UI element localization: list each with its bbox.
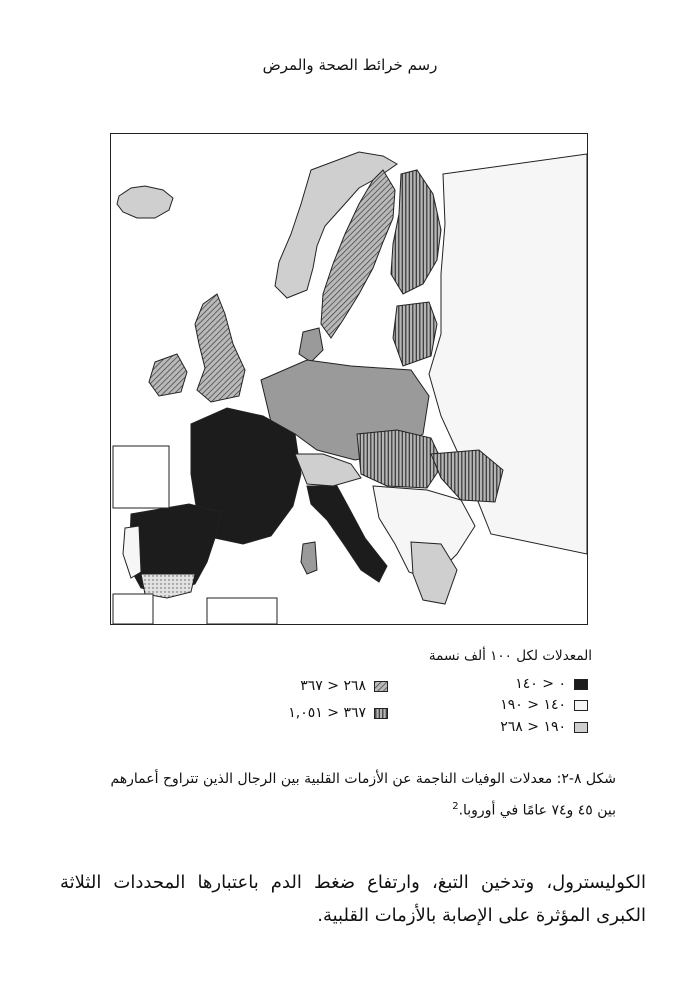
legend-label: ٣٦٧ < ١,٠٥١ [288, 705, 366, 721]
region-ireland [149, 354, 187, 396]
caption-text: شكل ٨-٢: معدلات الوفيات الناجمة عن الأزمات القلبية بين الرجال الذين تتراوح أعمارهم بين ٤٥ و٧٤ عامًا في أوروبا. [110, 771, 616, 819]
legend-swatch-solid-black [574, 679, 588, 690]
region-uk [195, 294, 245, 402]
legend-label: ٠ < ١٤٠ [515, 676, 566, 692]
legend-item-5 [288, 705, 388, 721]
legend-swatch-white [574, 700, 588, 711]
legend-title: المعدلات لكل ١٠٠ ألف نسمة [428, 648, 592, 664]
legend-swatch-vertical [374, 708, 388, 719]
region-iceland [117, 186, 173, 218]
region-central-east [357, 430, 443, 488]
region-finland [391, 170, 441, 294]
legend-item-2 [500, 697, 588, 713]
region-baltics [393, 302, 437, 366]
legend-item-4 [300, 678, 388, 694]
legend-label: ١٤٠ < ١٩٠ [500, 697, 566, 713]
legend-label: ٢٦٨ < ٣٦٧ [300, 678, 366, 694]
figure-caption [90, 766, 616, 825]
inset-atlantic-islands [113, 446, 169, 508]
europe-choropleth-map [110, 133, 588, 625]
legend-label: ١٩٠ < ٢٦٨ [500, 719, 566, 735]
inset-madeira [207, 598, 277, 624]
legend-item-3 [500, 719, 588, 735]
region-portugal [123, 526, 141, 578]
body-paragraph: الكوليسترول، وتدخين التبغ، وارتفاع ضغط الدم باعتبارها المحددات الثلاثة الكبرى المؤثرة على الإصابة بالأزمات القلبية. [60, 872, 646, 926]
region-denmark [299, 328, 323, 362]
region-italy [307, 486, 387, 582]
inset-canary [113, 594, 153, 624]
caption-footnote-ref: 2 [452, 801, 459, 812]
legend-item-1 [515, 676, 588, 692]
map-svg [111, 134, 587, 624]
region-east [429, 154, 587, 554]
legend-swatch-diagonal [374, 681, 388, 692]
region-sardinia [301, 542, 317, 574]
running-head: رسم خرائط الصحة والمرض [262, 56, 438, 74]
legend-swatch-light-gray [574, 722, 588, 733]
